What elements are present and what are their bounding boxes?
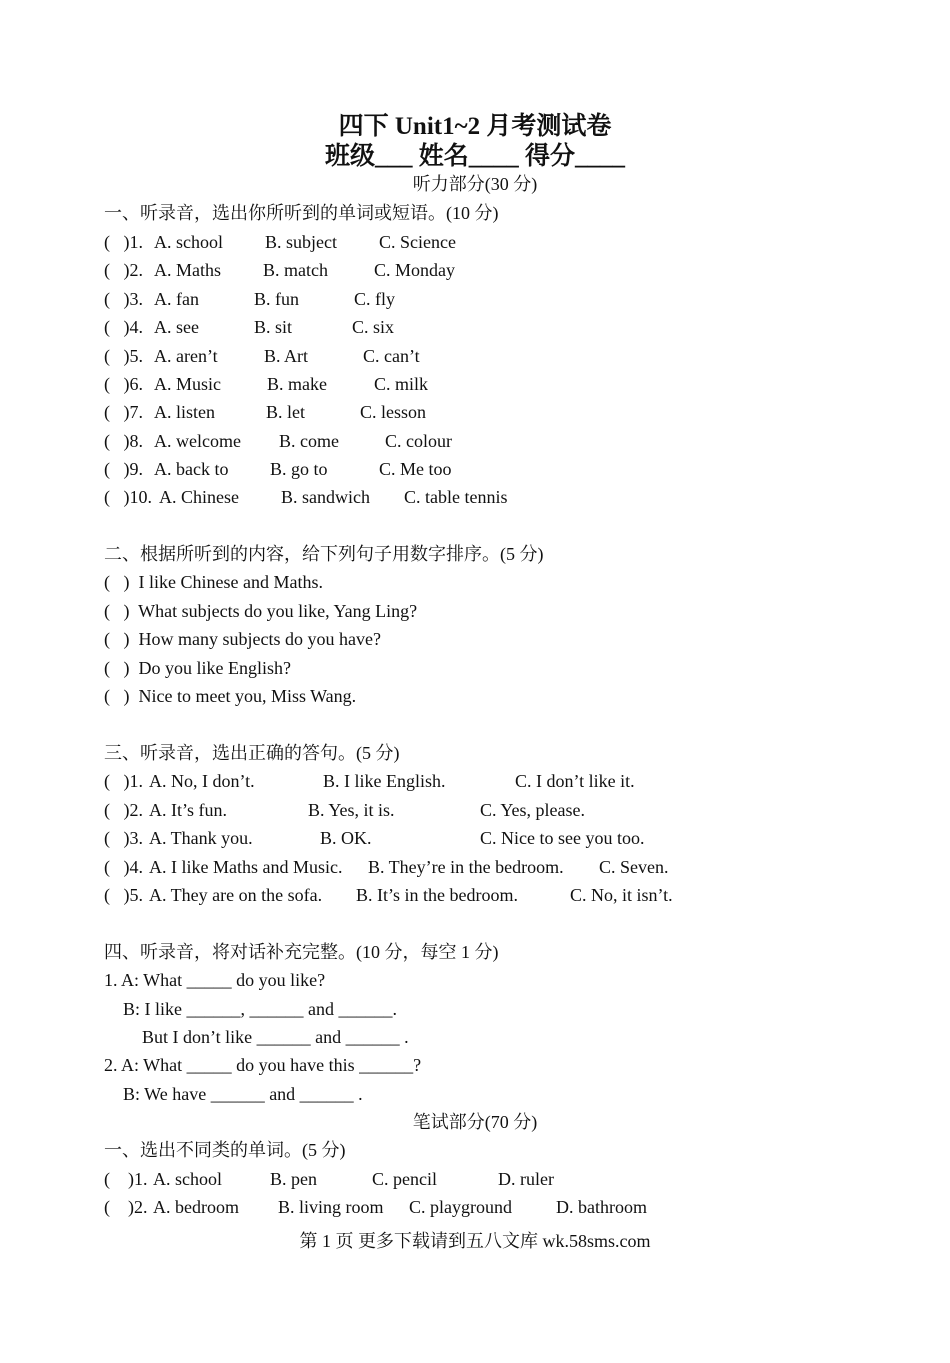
option-b: B. OK.: [320, 828, 372, 848]
option-b: B. fun: [254, 289, 299, 309]
option-a: A. see: [154, 317, 199, 337]
option-b: B. let: [266, 402, 305, 422]
question-number: ( )2.: [104, 260, 143, 280]
dialogue-line: But I don’t like ______ and ______ .: [142, 1027, 409, 1047]
sentence-item: ( ) I like Chinese and Maths.: [104, 572, 323, 592]
option-c: C. Seven.: [599, 857, 669, 877]
option-c: C. table tennis: [404, 487, 508, 507]
option-a: A. listen: [154, 402, 215, 422]
dialogue-line: B: I like ______, ______ and ______.: [123, 999, 397, 1019]
option-a: A. back to: [154, 459, 229, 479]
dialogue-line: B: We have ______ and ______ .: [123, 1084, 363, 1104]
question-number: ( )9.: [104, 459, 143, 479]
listening-part2-heading: 二、根据所听到的内容，给下列句子用数字排序。(5 分): [104, 544, 544, 564]
question-number: ( )3.: [104, 289, 143, 309]
option-b: B. go to: [270, 459, 328, 479]
option-b: B. sit: [254, 317, 293, 337]
dialogue-line: 2. A: What _____ do you have this ______?: [104, 1055, 422, 1075]
option-c: C. pencil: [372, 1169, 437, 1189]
option-b: B. I like English.: [323, 771, 446, 791]
option-b: B. They’re in the bedroom.: [368, 857, 564, 877]
option-b: B. come: [279, 431, 339, 451]
question-number: ( )4.: [104, 317, 143, 337]
option-a: A. They are on the sofa.: [149, 885, 323, 905]
question-number: ( )4.: [104, 857, 143, 877]
option-c: C. six: [352, 317, 395, 337]
option-a: A. fan: [154, 289, 199, 309]
writing-part1-heading: 一、选出不同类的单词。(5 分): [104, 1140, 346, 1160]
option-a: A. No, I don’t.: [149, 771, 255, 791]
question-number: ( )2.: [104, 1197, 148, 1217]
question-number: ( )1.: [104, 1169, 148, 1189]
listening-section-heading: 听力部分(30 分): [412, 174, 538, 194]
option-c: C. fly: [354, 289, 396, 309]
question-number: ( )8.: [104, 431, 143, 451]
option-c: C. playground: [409, 1197, 512, 1217]
page-footer: 第 1 页 更多下载请到五八文库 wk.58sms.com: [299, 1231, 651, 1251]
option-c: C. milk: [374, 374, 429, 394]
question-number: ( )3.: [104, 828, 143, 848]
option-d: D. ruler: [498, 1169, 554, 1189]
question-number: ( )5.: [104, 346, 143, 366]
option-c: C. No, it isn’t.: [570, 885, 673, 905]
option-a: A. welcome: [154, 431, 241, 451]
option-c: C. colour: [385, 431, 452, 451]
option-a: A. Music: [154, 374, 221, 394]
option-c: C. Monday: [374, 260, 455, 280]
option-b: B. It’s in the bedroom.: [356, 885, 518, 905]
option-c: C. Yes, please.: [480, 800, 586, 820]
option-a: A. school: [154, 232, 223, 252]
option-a: A. I like Maths and Music.: [149, 857, 343, 877]
option-c: C. Science: [379, 232, 456, 252]
option-c: C. I don’t like it.: [515, 771, 635, 791]
option-b: B. sandwich: [281, 487, 370, 507]
option-b: B. subject: [265, 232, 337, 252]
option-a: A. It’s fun.: [149, 800, 227, 820]
question-number: ( )6.: [104, 374, 143, 394]
option-c: C. can’t: [363, 346, 420, 366]
listening-part4-heading: 四、听录音，将对话补充完整。(10 分，每空 1 分): [104, 942, 499, 962]
writing-section-heading: 笔试部分(70 分): [412, 1112, 538, 1132]
option-d: D. bathroom: [556, 1197, 647, 1217]
sentence-item: ( ) Nice to meet you, Miss Wang.: [104, 686, 357, 706]
option-b: B. Art: [264, 346, 309, 366]
option-c: C. Me too: [379, 459, 452, 479]
exam-title: 四下 Unit1~2 月考测试卷: [338, 113, 612, 140]
question-number: ( )2.: [104, 800, 143, 820]
student-info-line: 班级___ 姓名____ 得分____: [324, 143, 625, 170]
question-number: ( )10.: [104, 487, 152, 507]
option-b: B. living room: [278, 1197, 384, 1217]
dialogue-line: 1. A: What _____ do you like?: [104, 970, 326, 990]
question-number: ( )7.: [104, 402, 143, 422]
sentence-item: ( ) What subjects do you like, Yang Ling?: [104, 601, 418, 621]
question-number: ( )1.: [104, 232, 143, 252]
option-a: A. Maths: [154, 260, 221, 280]
option-a: A. school: [153, 1169, 222, 1189]
option-c: C. lesson: [360, 402, 427, 422]
option-b: B. Yes, it is.: [308, 800, 395, 820]
sentence-item: ( ) Do you like English?: [104, 658, 291, 678]
question-number: ( )5.: [104, 885, 143, 905]
option-b: B. pen: [270, 1169, 317, 1189]
question-number: ( )1.: [104, 771, 143, 791]
option-a: A. aren’t: [154, 346, 218, 366]
option-a: A. Chinese: [159, 487, 239, 507]
listening-part1-heading: 一、听录音，选出你所听到的单词或短语。(10 分): [104, 203, 499, 223]
option-a: A. bedroom: [153, 1197, 239, 1217]
option-b: B. match: [263, 260, 328, 280]
sentence-item: ( ) How many subjects do you have?: [104, 629, 381, 649]
option-b: B. make: [267, 374, 327, 394]
listening-part3-heading: 三、听录音，选出正确的答句。(5 分): [104, 743, 400, 763]
option-c: C. Nice to see you too.: [480, 828, 645, 848]
option-a: A. Thank you.: [149, 828, 253, 848]
